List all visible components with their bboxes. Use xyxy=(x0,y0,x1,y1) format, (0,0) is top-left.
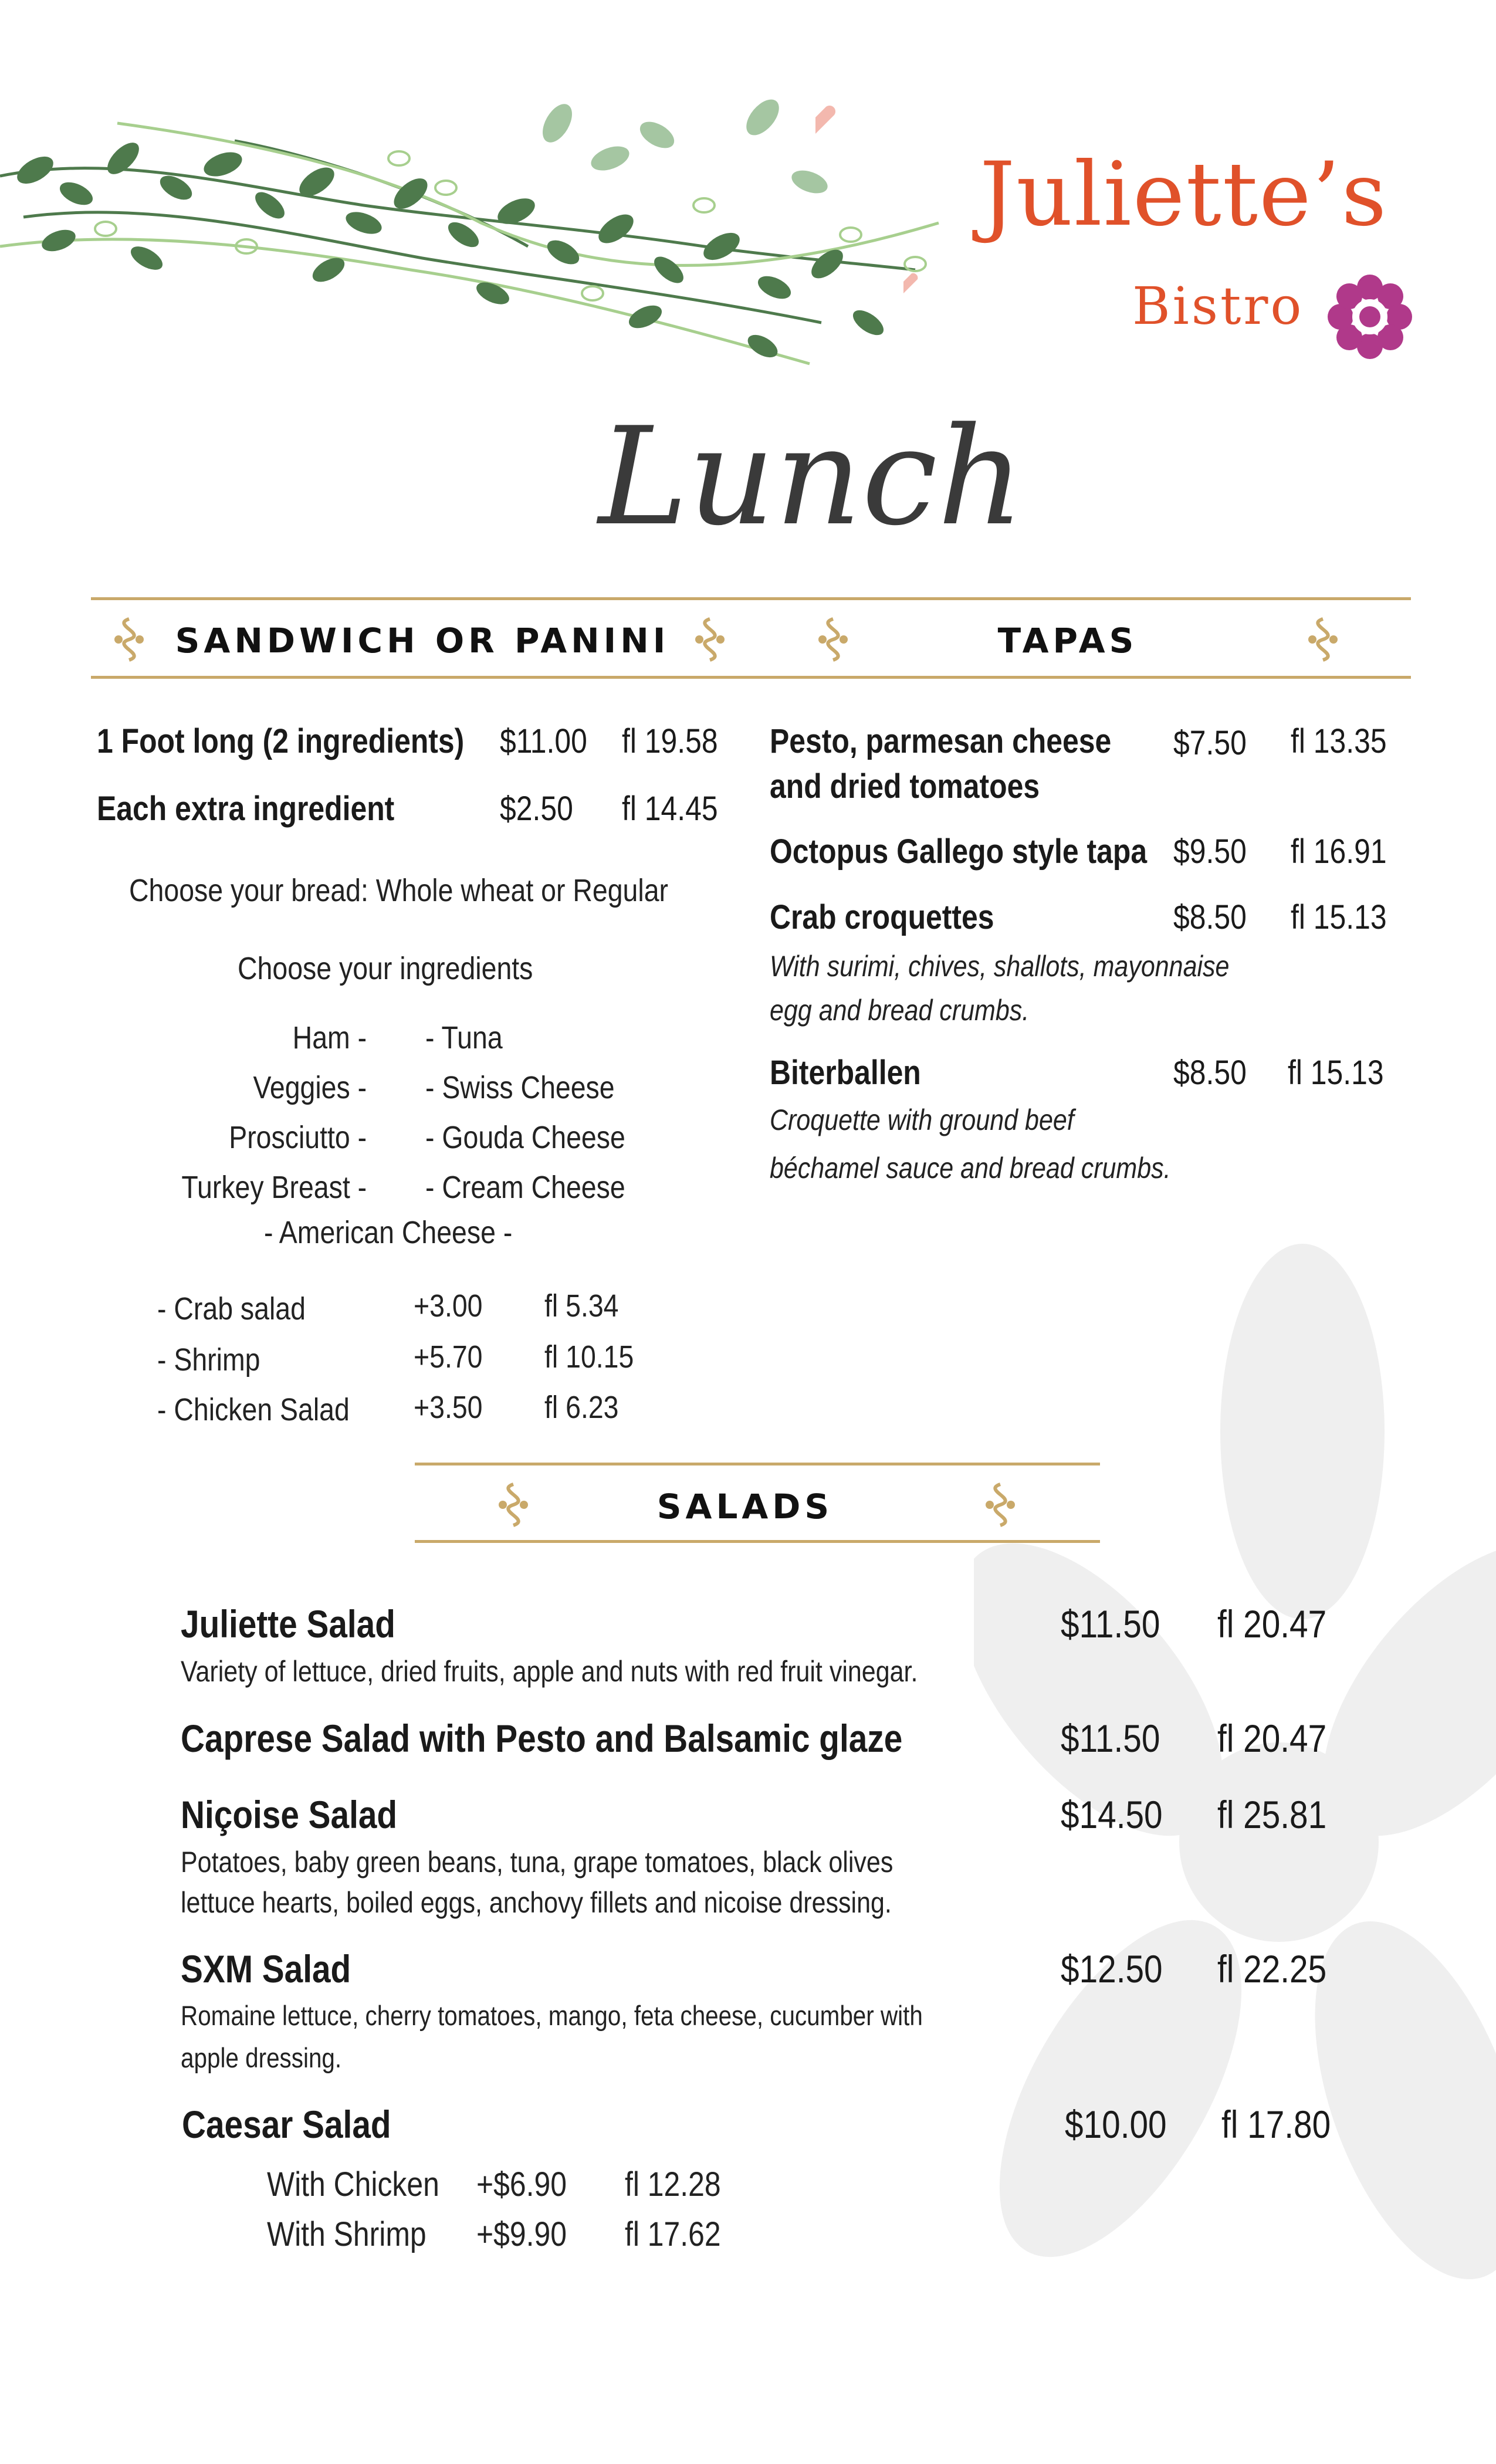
tapas-item-price-usd: $7.50 xyxy=(1173,724,1247,762)
ornament-icon xyxy=(977,1478,1024,1531)
tapas-item-price-fl: fl 15.13 xyxy=(1291,898,1387,936)
tapas-item-name: Crab croquettes xyxy=(770,898,994,936)
ingredient-item: Veggies - xyxy=(253,1070,367,1105)
sandwich-header-bottom-rule xyxy=(91,676,1411,679)
salad-item-price-usd: $10.00 xyxy=(1065,2103,1167,2146)
salads-header-bottom-rule xyxy=(415,1540,1100,1543)
tapas-item-name: Pesto, parmesan cheese xyxy=(770,722,1112,760)
ornament-icon xyxy=(106,613,153,666)
ornament-icon xyxy=(490,1478,537,1531)
salad-item-price-fl: fl 25.81 xyxy=(1217,1793,1327,1836)
vine-decoration xyxy=(0,70,986,399)
brand-name: Juliette’s xyxy=(980,144,1388,246)
salads-header-top-rule xyxy=(415,1463,1100,1465)
salad-item-price-fl: fl 20.47 xyxy=(1217,1717,1327,1760)
ingredient-item: - Gouda Cheese xyxy=(425,1120,625,1155)
extra-price-fl: fl 6.23 xyxy=(544,1390,619,1425)
sandwich-item-price-usd: $2.50 xyxy=(500,790,573,828)
extra-name: - Chicken Salad xyxy=(157,1392,350,1427)
sandwich-header-top-rule xyxy=(91,597,1411,600)
salad-item-price-fl: fl 20.47 xyxy=(1217,1602,1327,1646)
sandwich-item-name: Each extra ingredient xyxy=(97,790,395,828)
tapas-item-name-line2: and dried tomatoes xyxy=(770,767,1040,805)
extra-price-usd: +3.50 xyxy=(414,1390,483,1425)
sandwich-item-price-fl: fl 14.45 xyxy=(622,790,718,828)
tapas-item-price-fl: fl 15.13 xyxy=(1288,1054,1384,1092)
caesar-addon-price-fl: fl 12.28 xyxy=(625,2165,721,2204)
sandwich-item-name: 1 Foot long (2 ingredients) xyxy=(97,722,465,760)
tapas-item-price-fl: fl 16.91 xyxy=(1291,832,1387,871)
ingredient-item: - Cream Cheese xyxy=(425,1170,625,1205)
sandwich-item-price-usd: $11.00 xyxy=(500,722,587,760)
flower-logo-icon xyxy=(1323,270,1417,364)
salad-item-price-usd: $11.50 xyxy=(1061,1602,1160,1646)
sandwich-section-title: SANDWICH OR PANINI xyxy=(175,621,670,661)
salad-item-description: Variety of lettuce, dried fruits, apple and nuts with red fruit vinegar. xyxy=(181,1655,918,1688)
ingredient-center: - American Cheese - xyxy=(264,1215,513,1250)
tapas-item-price-usd: $9.50 xyxy=(1173,832,1247,871)
salad-item-description: apple dressing. xyxy=(181,2042,342,2073)
brand-subtitle: Bistro xyxy=(1132,276,1304,336)
bread-note: Choose your bread: Whole wheat or Regular xyxy=(129,873,668,908)
tapas-item-name: Biterballen xyxy=(770,1054,921,1092)
extra-price-fl: fl 10.15 xyxy=(544,1339,634,1375)
salad-item-price-fl: fl 22.25 xyxy=(1217,1947,1327,1991)
salad-item-description: Potatoes, baby green beans, tuna, grape tomatoes, black olives xyxy=(181,1846,893,1879)
salad-item-name: SXM Salad xyxy=(181,1947,351,1991)
extra-name: - Shrimp xyxy=(157,1342,260,1377)
ingredient-item: Prosciutto - xyxy=(229,1120,367,1155)
salad-item-name: Niçoise Salad xyxy=(181,1793,398,1836)
ingredients-heading: Choose your ingredients xyxy=(238,951,533,986)
tapas-item-description: With surimi, chives, shallots, mayonnaise xyxy=(770,950,1230,983)
ornament-icon xyxy=(686,613,733,666)
extra-name: - Crab salad xyxy=(157,1291,306,1326)
ingredients-left-list xyxy=(181,1013,367,1213)
salad-item-price-usd: $12.50 xyxy=(1061,1947,1163,1991)
salad-item-name: Caprese Salad with Pesto and Balsamic glaze xyxy=(181,1717,903,1760)
tapas-item-price-fl: fl 13.35 xyxy=(1291,722,1387,760)
menu-title: Lunch xyxy=(598,399,1024,556)
caesar-addon-price-usd: +$9.90 xyxy=(476,2215,567,2253)
caesar-addon-price-fl: fl 17.62 xyxy=(625,2215,721,2253)
tapas-section-title: TAPAS xyxy=(997,621,1138,661)
ingredient-item: - Tuna xyxy=(425,1020,503,1055)
extra-price-usd: +5.70 xyxy=(414,1339,483,1375)
extra-price-usd: +3.00 xyxy=(414,1288,483,1324)
ornament-icon xyxy=(810,613,857,666)
ingredients-right-list xyxy=(425,1013,625,1213)
tapas-item-price-usd: $8.50 xyxy=(1173,898,1247,936)
ornament-icon xyxy=(1299,613,1346,666)
salad-item-price-usd: $14.50 xyxy=(1061,1793,1163,1836)
sandwich-item-price-fl: fl 19.58 xyxy=(622,722,718,760)
ingredient-item: - Swiss Cheese xyxy=(425,1070,615,1105)
caesar-addon-name: With Chicken xyxy=(267,2165,439,2204)
tapas-item-description: egg and bread crumbs. xyxy=(770,994,1030,1027)
salad-item-name: Caesar Salad xyxy=(182,2103,391,2146)
caesar-addon-price-usd: +$6.90 xyxy=(476,2165,567,2204)
salad-item-description: Romaine lettuce, cherry tomatoes, mango, feta cheese, cucumber with xyxy=(181,2000,923,2031)
ingredient-item: Turkey Breast - xyxy=(181,1170,367,1205)
salad-item-description: lettuce hearts, boiled eggs, anchovy fillets and nicoise dressing. xyxy=(181,1886,892,1919)
ingredient-item: Ham - xyxy=(292,1020,367,1055)
tapas-item-name: Octopus Gallego style tapa xyxy=(770,832,1148,871)
tapas-item-price-usd: $8.50 xyxy=(1173,1054,1247,1092)
caesar-addon-name: With Shrimp xyxy=(267,2215,427,2253)
salad-item-price-usd: $11.50 xyxy=(1061,1717,1160,1760)
tapas-item-description: béchamel sauce and bread crumbs. xyxy=(770,1152,1171,1184)
tapas-item-description: Croquette with ground beef xyxy=(770,1104,1074,1136)
extra-price-fl: fl 5.34 xyxy=(544,1288,619,1324)
salad-item-price-fl: fl 17.80 xyxy=(1221,2103,1331,2146)
salad-item-name: Juliette Salad xyxy=(181,1602,395,1646)
salads-section-title: SALADS xyxy=(656,1487,834,1527)
